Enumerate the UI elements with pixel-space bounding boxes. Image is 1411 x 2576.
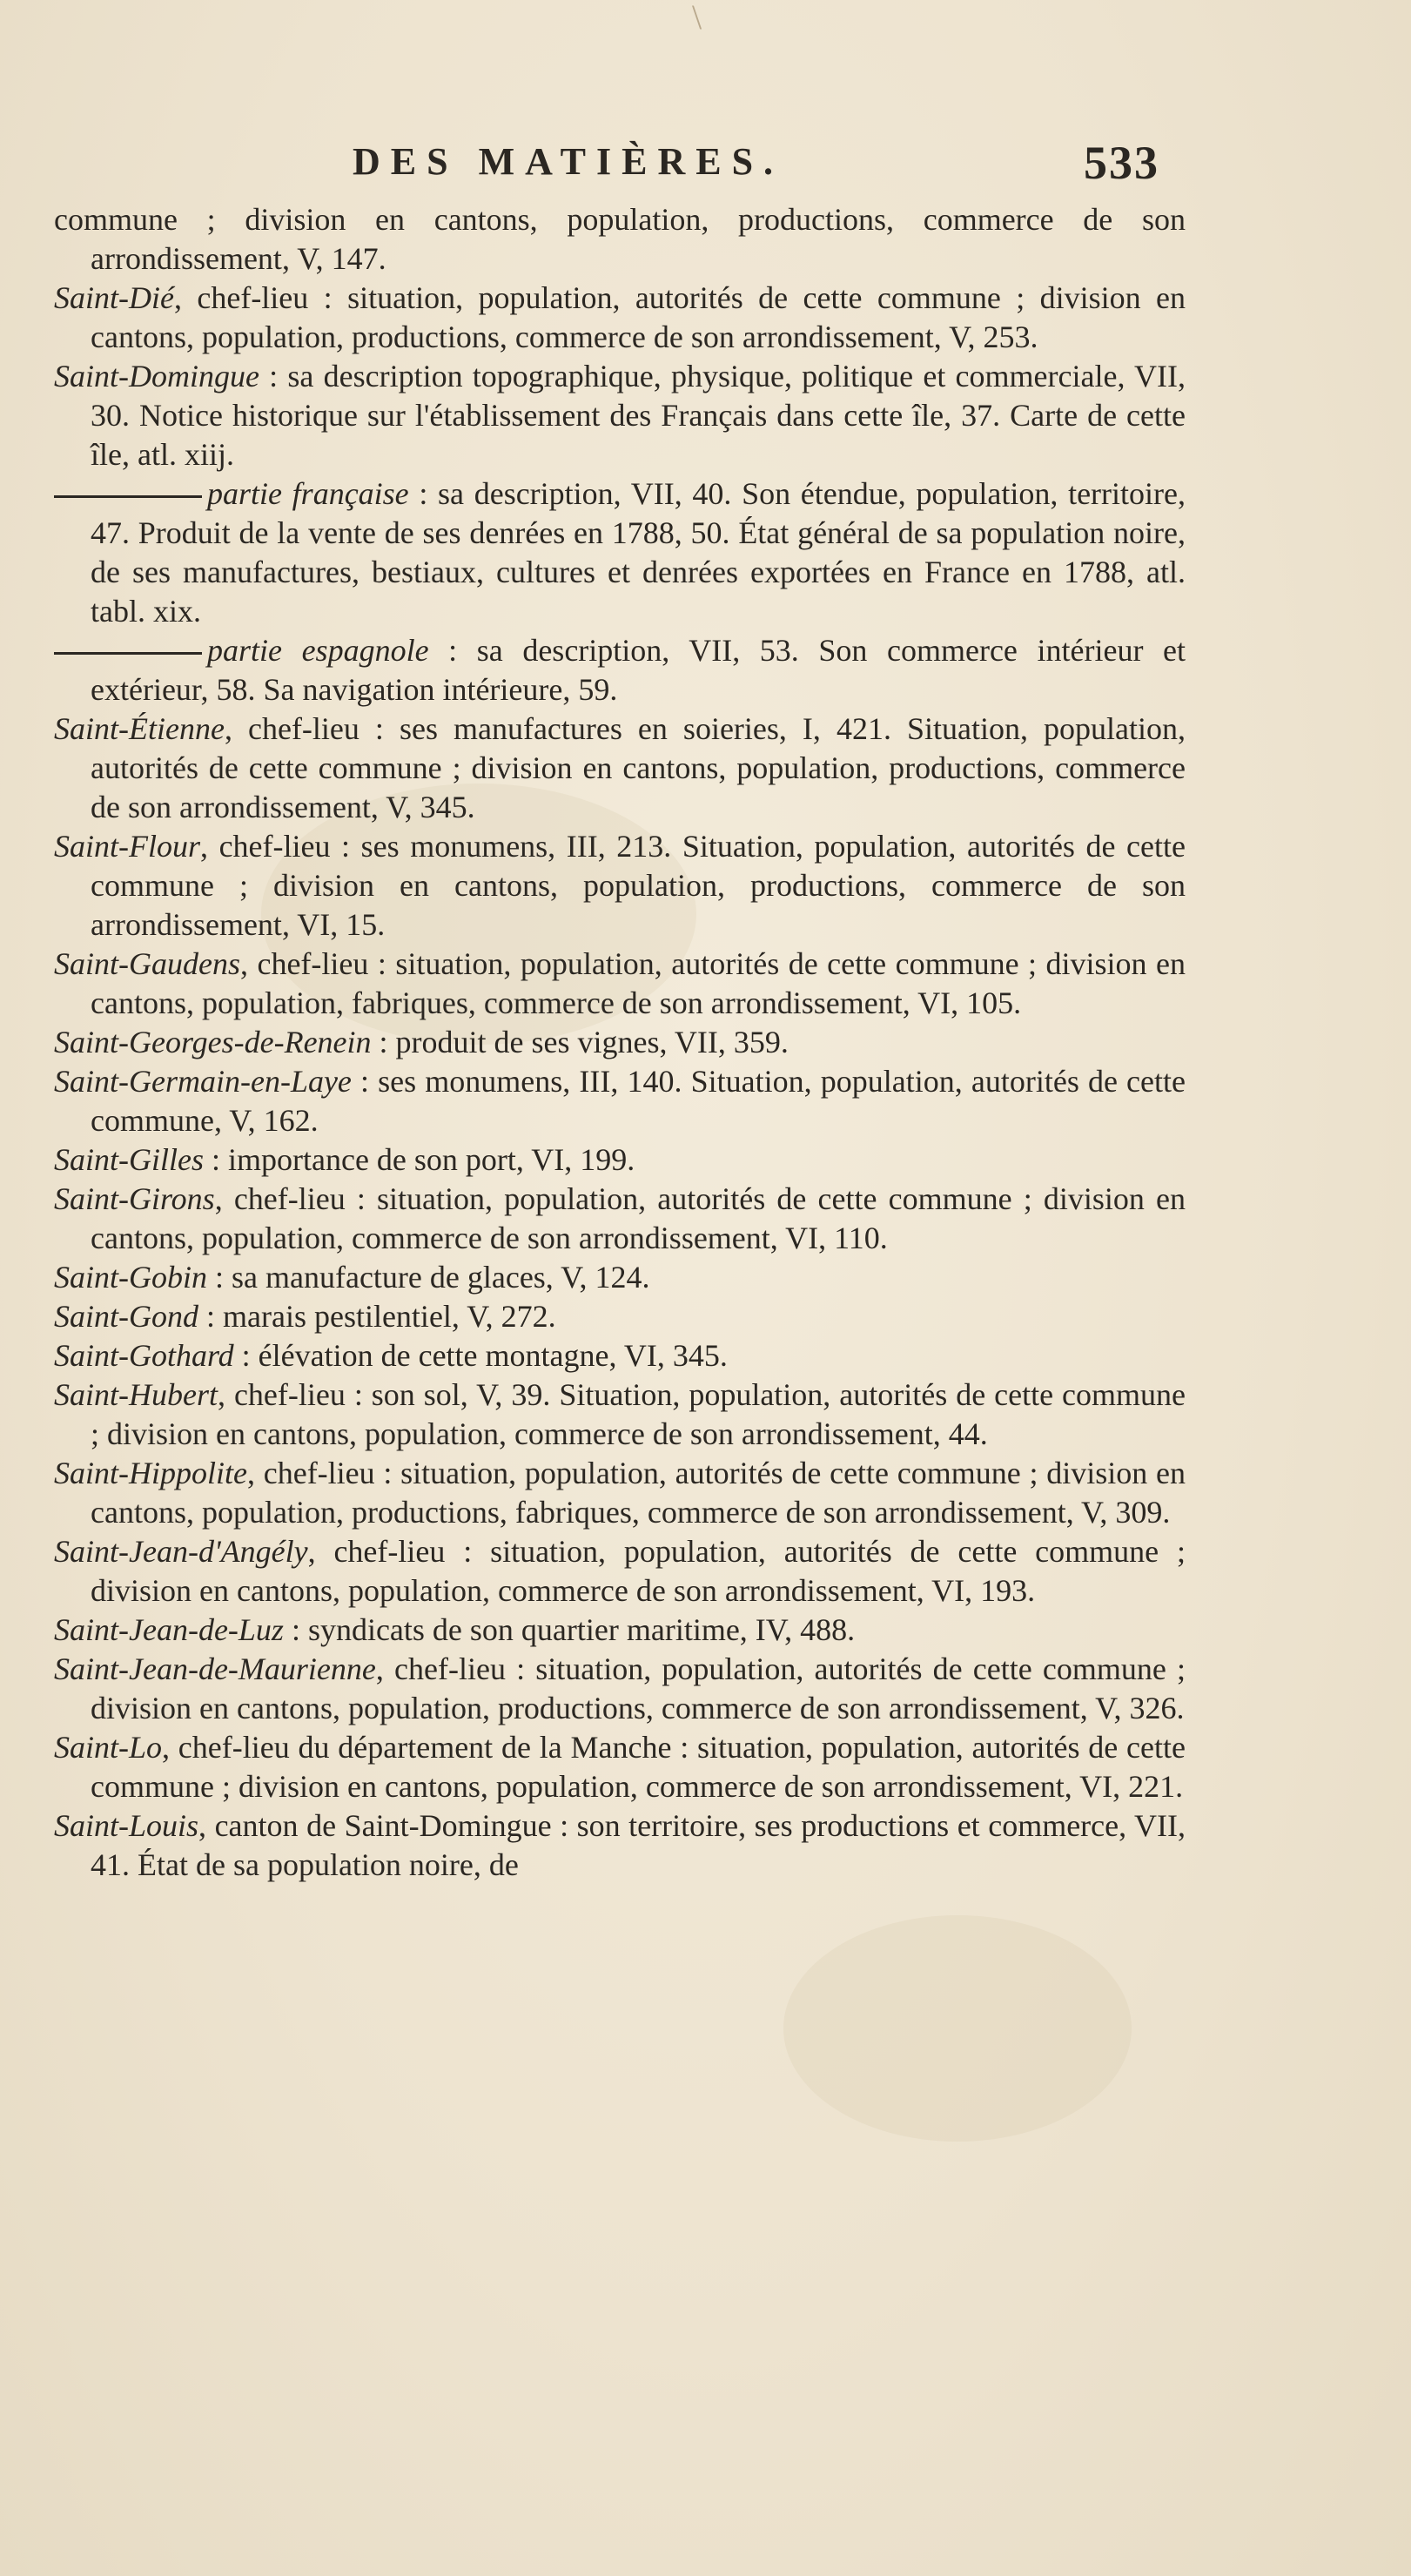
index-entry [54,474,1186,631]
index-entry [54,1140,1186,1180]
index-entry [54,1532,1186,1611]
entry-headword: Saint-Hippolite [54,1456,247,1490]
index-entry [54,357,1186,474]
running-title: DES MATIÈRES. [353,140,784,183]
entry-text: , chef-lieu : situation, population, autorités de cette commune ; division en cantons, population, fabriques, commerce de son arrondissement, VI, 105. [91,946,1186,1020]
index-entry [54,945,1186,1023]
entry-text: , chef-lieu : situation, population, autorités de cette commune ; division en cantons, population, productions, fabriques, commerce de son arrondissement, V, 309. [91,1456,1186,1530]
entry-text: : sa description, VII, 53. Son commerce intérieur et extérieur, 58. Sa navigation intérieure, 59. [91,633,1186,707]
entry-headword: Saint-Gilles [54,1142,204,1177]
entry-text: , chef-lieu : situation, population, autorités de cette commune ; division en cantons, population, commerce de son arrondissement, VI, 110. [91,1181,1186,1255]
entry-text: : sa manufacture de glaces, V, 124. [207,1260,650,1295]
index-entry [54,1336,1186,1375]
index-entry [54,1806,1186,1885]
index-entry [54,1023,1186,1062]
index-entry [54,631,1186,710]
index-entry [54,710,1186,827]
index-entries [54,200,1186,1885]
entry-headword: partie espagnole [207,633,429,668]
entry-headword: Saint-Domingue [54,359,259,393]
entry-headword: Saint-Girons [54,1181,215,1216]
entry-headword: Saint-Jean-de-Maurienne [54,1651,376,1686]
index-entry [54,1297,1186,1336]
paper-stain [783,1915,1132,2142]
entry-text: : sa description topographique, physique, politique et commerciale, VII, 30. Notice historique sur l'établissement des Français dans cette île, 37. Carte de cette île, atl. xiij. [91,359,1186,472]
index-entry [54,1611,1186,1650]
entry-headword: Saint-Georges-de-Renein [54,1025,372,1059]
index-entry [54,1650,1186,1728]
page-header [0,139,1411,200]
entry-headword: partie française [207,476,409,511]
index-entry [54,1180,1186,1258]
entry-headword: Saint-Gobin [54,1260,207,1295]
page-number: 533 [1084,137,1159,189]
entry-text: , chef-lieu : situation, population, autorités de cette commune ; division en cantons, population, commerce de son arrondissement, VI, 193. [91,1534,1186,1608]
entry-text: : sa description, VII, 40. Son étendue, population, territoire, 47. Produit de la vente de ses denrées en 1788, 50. État général de sa population noire, de ses manufactures, bestiaux, cultures et denrées exportées en France en 1788, atl. tabl. xix. [91,476,1186,629]
entry-text: , chef-lieu : situation, population, autorités de cette commune ; division en cantons, population, productions, commerce de son arrondissement, V, 253. [91,280,1186,354]
entry-headword: Saint-Gothard [54,1338,234,1373]
index-entry [54,827,1186,945]
entry-text: : importance de son port, VI, 199. [203,1142,635,1177]
index-entry [54,1728,1186,1806]
entry-headword: Saint-Lo [54,1730,163,1765]
entry-text: , chef-lieu : situation, population, autorités de cette commune ; division en cantons, population, productions, commerce de son arrondissement, V, 326. [91,1651,1186,1725]
index-entry [54,1258,1186,1297]
entry-text: : produit de ses vignes, VII, 359. [371,1025,789,1059]
index-entry [54,1454,1186,1532]
entry-headword: Saint-Gaudens [54,946,240,981]
entry-text: , chef-lieu : ses manufactures en soieries, I, 421. Situation, population, autorités de cette commune ; division en cantons, population, productions, commerce de son arrondissement, V, 345. [91,711,1186,824]
entry-headword: Saint-Étienne [54,711,225,746]
repeat-dash [54,652,202,655]
index-entry [54,1375,1186,1454]
paper-tear-mark: \ [692,0,702,37]
entry-text: : marais pestilentiel, V, 272. [198,1299,556,1334]
entry-headword: Saint-Jean-d'Angély [54,1534,308,1569]
entry-headword: Saint-Germain-en-Laye [54,1064,352,1099]
entry-text: , canton de Saint-Domingue : son territoire, ses productions et commerce, VII, 41. État de sa population noire, de [91,1808,1186,1882]
index-entry [54,279,1186,357]
entry-text: : syndicats de son quartier maritime, IV, 488. [283,1612,856,1647]
index-entry [54,200,1186,279]
entry-headword: Saint-Gond [54,1299,198,1334]
entry-text: commune ; division en cantons, population, productions, commerce de son arrondissement, V, 147. [54,202,1186,276]
repeat-dash [54,495,202,498]
entry-headword: Saint-Jean-de-Luz [54,1612,284,1647]
entry-text: : ses monumens, III, 140. Situation, population, autorités de cette commune, V, 162. [91,1064,1186,1138]
entry-headword: Saint-Dié [54,280,174,315]
entry-headword: Saint-Louis [54,1808,199,1843]
entry-text: , chef-lieu du département de la Manche : situation, population, autorités de cette commune ; division en cantons, population, commerce de son arrondissement, VI, 221. [91,1730,1186,1804]
entry-text: , chef-lieu : ses monumens, III, 213. Situation, population, autorités de cette commune ; division en cantons, population, productions, commerce de son arrondissement, VI, 15. [91,829,1186,942]
index-entry [54,1062,1186,1140]
entry-headword: Saint-Hubert [54,1377,218,1412]
entry-text: : élévation de cette montagne, VI, 345. [233,1338,728,1373]
entry-headword: Saint-Flour [54,829,200,864]
entry-text: , chef-lieu : son sol, V, 39. Situation, population, autorités de cette commune ; division en cantons, population, commerce de son arrondissement, 44. [91,1377,1186,1451]
